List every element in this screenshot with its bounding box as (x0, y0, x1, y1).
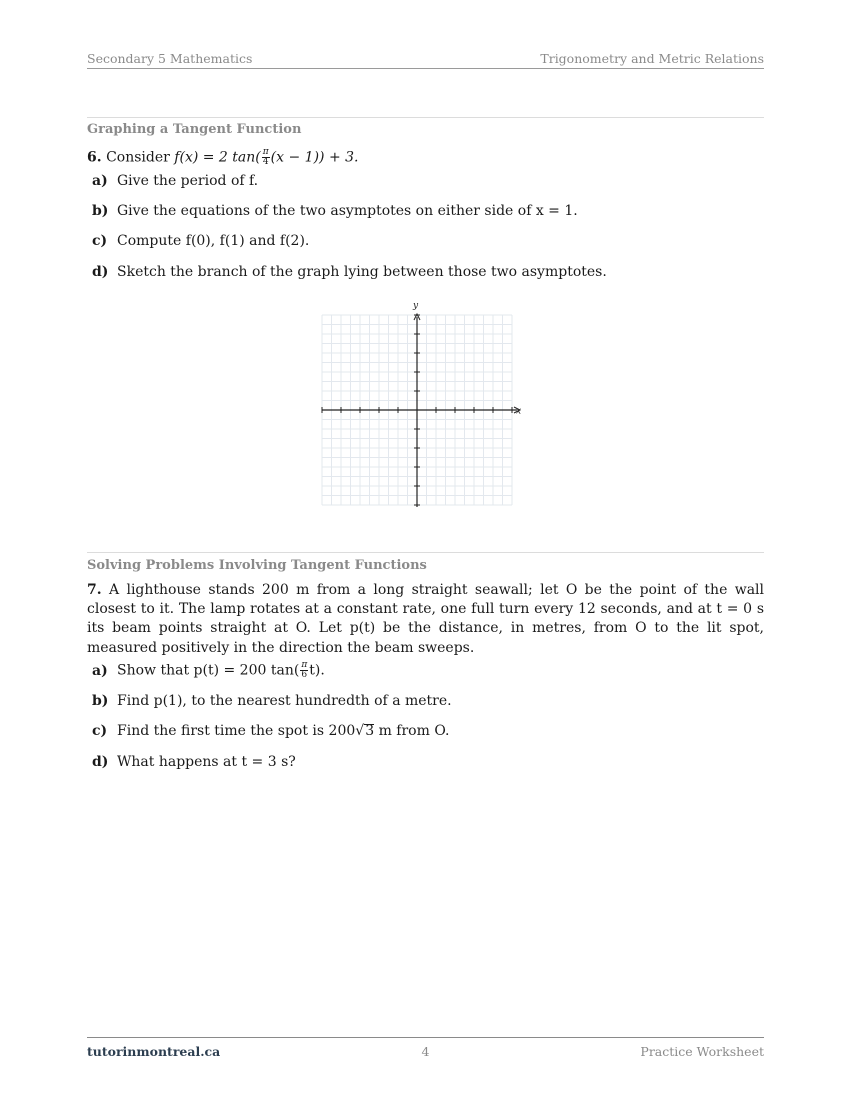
radicand: 3 (365, 723, 375, 739)
question-6 (87, 148, 358, 168)
section-divider (87, 117, 764, 118)
formula-lhs: f(x) = 2 tan( (174, 149, 261, 166)
section-divider (87, 552, 764, 553)
page-header (87, 50, 764, 69)
y-axis-label: y (413, 301, 419, 311)
question-7-part-a: a) Show that p(t) = 200 tan( $\frac{\pi}{6}$ t). (92, 660, 325, 680)
question-7-part-b: b) Find p(1), to the nearest hundredth of a metre. (92, 693, 452, 709)
question-6-part-d: d) Sketch the branch of the graph lying between those two asymptotes. (92, 264, 607, 280)
question-number: 7. (87, 582, 102, 598)
x-axis-label: x (516, 406, 522, 417)
header-course: Secondary 5 Mathematics (87, 51, 253, 66)
question-7 (87, 581, 764, 658)
section-title: Graphing a Tangent Function (87, 122, 302, 137)
question-7-part-c: c) Find the first time the spot is 200√3 m from O. (92, 723, 450, 739)
formula-rhs: (x − 1)) + 3. (270, 149, 359, 166)
question-intro: Consider (106, 149, 170, 166)
footer-doc-type: Practice Worksheet (640, 1044, 764, 1059)
page-footer (87, 1037, 764, 1062)
question-6-part-a: a) Give the period of f. (92, 173, 259, 189)
sketch-grid (317, 296, 532, 511)
question-number: 6. (87, 149, 102, 166)
question-7-text: A lighthouse stands 200 m from a long straight seawall; let O be the point of the wall closest to it. The lamp rotates at a constant rate, one full turn every 12 seconds, and at t = 0 s its beam points straight at O. Let p(t) be the distance, in metres, from O to the lit spot, measured positively in the direction the beam sweeps. (87, 582, 765, 656)
question-6-part-c: c) Compute f(0), f(1) and f(2). (92, 233, 310, 249)
footer-website-link[interactable]: tutorinmontreal.ca (87, 1044, 221, 1059)
formula-fraction: $\frac{\pi}{4}$ (262, 147, 269, 167)
section-title: Solving Problems Involving Tangent Functions (87, 558, 427, 573)
part-a-fraction: $\frac{\pi}{6}$ (301, 660, 308, 680)
question-6-part-b: b) Give the equations of the two asymptotes on either side of x = 1. (92, 203, 578, 219)
page-number: 4 (421, 1044, 430, 1059)
question-7-part-d: d) What happens at t = 3 s? (92, 754, 296, 770)
header-topic: Trigonometry and Metric Relations (540, 51, 764, 66)
